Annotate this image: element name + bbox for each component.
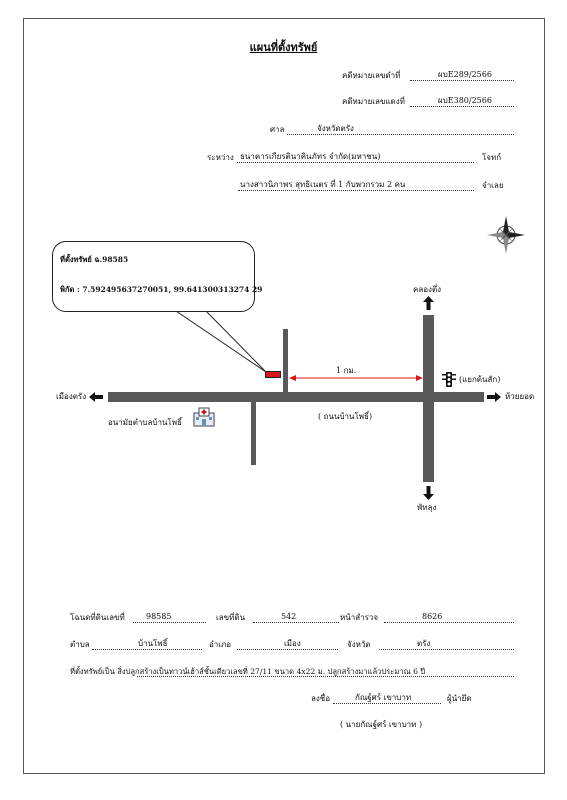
plaintiff-value: ธนาคารเกียรตินาคินภัทร จำกัด(มหาชน) [240, 152, 381, 161]
defendant-value: นางสาวนิภาพร สุทธิเนตร ที่ 1 กับพวกรวม 2 คน [240, 180, 406, 189]
survey-value: 8626 [422, 612, 443, 621]
distance-arrow-head-right [416, 375, 423, 381]
land-no-label: เลขที่ดิน [216, 613, 246, 622]
page-title: แผนที่ตั้งทรัพย์ [249, 41, 318, 54]
province-label: จังหวัด [347, 640, 371, 649]
dotted-line [384, 622, 514, 623]
red-case-label: คดีหมายเลขแดงที่ [342, 97, 405, 106]
dotted-line [133, 622, 206, 623]
callout-coordinates: พิกัด : 7.592495637270051, 99.641300313274 29 [60, 285, 263, 294]
west-road-label: เมืองตรัง [56, 392, 87, 401]
district-value: เมือง [284, 639, 301, 648]
north-road-label: คลองตึ่ง [413, 285, 442, 294]
dotted-line [137, 676, 514, 677]
plaintiff-suffix: โจทก์ [482, 153, 502, 162]
province-value: ตรัง [417, 639, 431, 648]
court-value: จังหวัดตรัง [317, 124, 354, 133]
dotted-line [237, 649, 338, 650]
black-case-value: ผบE289/2566 [438, 70, 492, 79]
health-center-label: อนามัยตำบลบ้านโพธิ์ [108, 418, 182, 427]
arrow-up-icon [423, 296, 434, 310]
district-label: อำเภอ [209, 640, 232, 649]
property-description: ที่ตั้งทรัพย์เป็น สิ่งปลูกสร้างเป็นทาวน์เฮ้าส์ชั้นเดียวเลขที่ 27/11 ขนาด 4x22 ม. ปลูกสร้างมาแล้วประมาณ 6 ปี [70, 667, 426, 676]
arrow-down-icon [423, 486, 434, 500]
road-name-label: ( ถนนบ้านโพธิ์) [318, 412, 373, 421]
defendant-suffix: จำเลย [482, 181, 504, 190]
dotted-line [253, 622, 339, 623]
dotted-line [379, 649, 514, 650]
red-case-value: ผบE380/2566 [438, 96, 492, 105]
survey-label: หน้าสำรวจ [340, 613, 379, 622]
deed-label: โฉนดที่ดินเลขที่ [70, 613, 125, 622]
black-case-label: คดีหมายเลขดำที่ [342, 71, 401, 80]
callout-title: ที่ตั้งทรัพย์ ฉ.98585 [60, 255, 129, 264]
distance-label: 1 กม. [336, 366, 357, 375]
between-label: ระหว่าง [207, 153, 234, 162]
traffic-light-icon [442, 372, 456, 388]
south-road-label: พัทลุง [417, 503, 437, 512]
property-callout [52, 241, 263, 312]
dotted-line [333, 703, 441, 704]
callout-pointer [176, 311, 266, 372]
land-no-value: 542 [281, 612, 297, 621]
sign-value: กัณฐ์ศร์ เขาบาท [355, 693, 412, 702]
court-label: ศาล [270, 125, 285, 134]
east-road-label: ห้วยยอด [505, 392, 535, 401]
arrow-left-icon [89, 392, 103, 402]
junction-label: (แยกต้นสัก) [459, 375, 501, 384]
sign-label: ลงชื่อ [311, 694, 331, 703]
distance-arrow-head-left [289, 375, 296, 381]
arrow-right-icon [487, 392, 501, 402]
sign-role: ผู้นำยึด [447, 694, 472, 703]
deed-value: 98585 [146, 612, 172, 621]
hospital-icon [193, 407, 215, 427]
subdistrict-value: บ้านโพธิ์ [138, 639, 168, 648]
signer-name: ( นายกัณฐ์ศร์ เขาบาท ) [340, 720, 423, 729]
dotted-line [92, 649, 202, 650]
subdistrict-label: ตำบล [70, 640, 90, 649]
